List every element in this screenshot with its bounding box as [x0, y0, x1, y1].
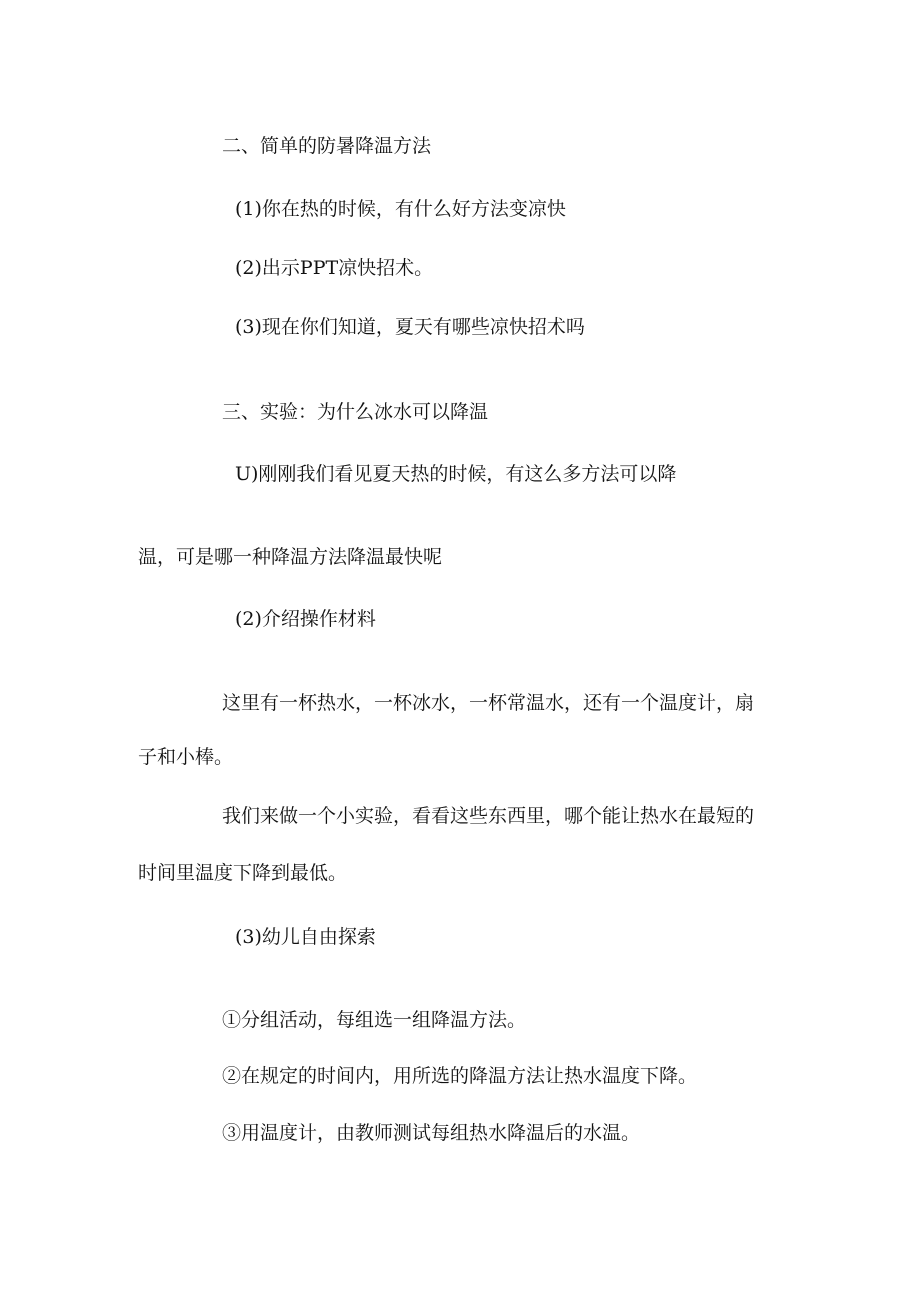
- section-heading-2: 二、简单的防暑降温方法: [222, 135, 432, 157]
- paragraph-line: 时间里温度下降到最低。: [138, 862, 348, 884]
- list-item: (2)介绍操作材料: [235, 608, 376, 630]
- paragraph-line: 这里有一杯热水，一杯冰水，一杯常温水，还有一个温度计，扇: [222, 692, 755, 714]
- step-item: ③用温度计，由教师测试每组热水降温后的水温。: [222, 1122, 641, 1144]
- step-item: ①分组活动，每组选一组降温方法。: [222, 1009, 527, 1031]
- paragraph-line: 我们来做一个小实验，看看这些东西里，哪个能让热水在最短的: [222, 805, 755, 827]
- paragraph-line: 子和小棒。: [138, 746, 234, 768]
- list-item: (2)出示PPT凉快招术。: [235, 257, 434, 279]
- section-heading-3: 三、实验：为什么冰水可以降温: [222, 401, 489, 423]
- list-item: (3)幼儿自由探索: [235, 926, 376, 948]
- paragraph-line: 温，可是哪一种降温方法降温最快呢: [138, 546, 443, 568]
- list-item: (1)你在热的时候，有什么好方法变凉快: [235, 198, 566, 220]
- list-item: U)刚刚我们看见夏天热的时候，有这么多方法可以降: [235, 463, 677, 485]
- list-item: (3)现在你们知道，夏天有哪些凉快招术吗: [235, 316, 585, 338]
- step-item: ②在规定的时间内，用所选的降温方法让热水温度下降。: [222, 1065, 698, 1087]
